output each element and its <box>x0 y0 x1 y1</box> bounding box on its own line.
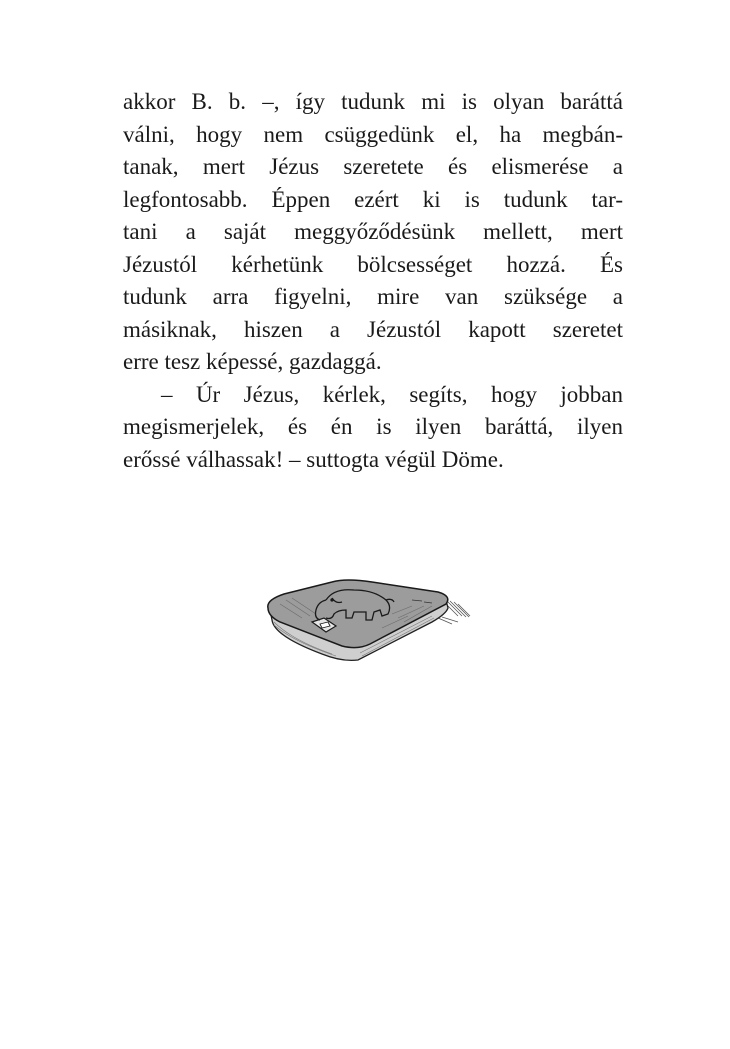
text-line: legfontosabb. Éppen ezért ki is tudunk tar- <box>123 186 623 212</box>
text-line: tanak, mert Jézus szeretete és elismerése a <box>123 154 623 179</box>
body-text <box>123 86 623 476</box>
text-line: tani a saját meggyőződésünk mellett, mert <box>123 219 623 244</box>
text-line: – Úr Jézus, kérlek, segíts, hogy jobban <box>161 381 623 407</box>
text-line: erre tesz képessé, gazdaggá. <box>123 349 382 374</box>
text-line: másiknak, hiszen a Jézustól kapott szeretet <box>123 316 623 342</box>
text-line: megismerjelek, és én is ilyen baráttá, ilyen <box>123 414 623 439</box>
text-line: válni, hogy nem csüggedünk el, ha megbán- <box>123 121 623 147</box>
text-line: tudunk arra figyelni, mire van szüksége a <box>123 284 623 309</box>
text-line: Jézustól kérhetünk bölcsességet hozzá. És <box>123 251 623 277</box>
text-line: akkor B. b. –, így tudunk mi is olyan baráttá <box>123 89 623 114</box>
text-line: erőssé válhassak! – suttogta végül Döme. <box>123 446 504 472</box>
book-with-elephant-icon <box>262 578 478 668</box>
